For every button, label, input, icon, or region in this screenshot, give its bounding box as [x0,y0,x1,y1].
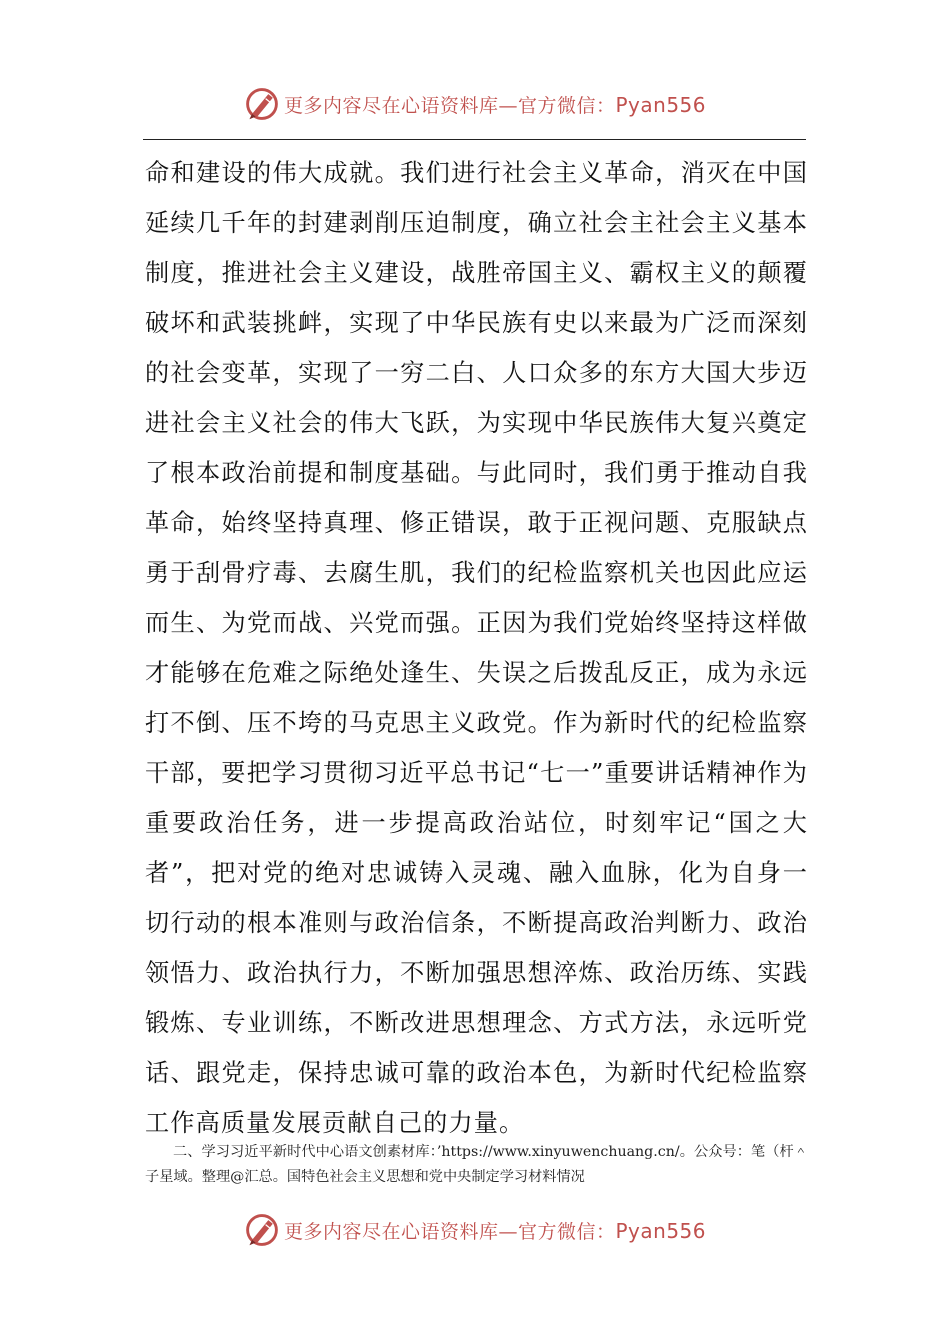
footer-separator: — [498,1220,518,1243]
footer-wechat-id: Pyan556 [615,1218,707,1243]
header-wechat-label: 官方微信： [517,94,616,117]
footer-wechat-label: 官方微信： [517,1220,616,1243]
footer-banner-text [284,1217,706,1244]
pen-logo-icon [244,1212,280,1248]
body-paragraph: 命和建设的伟大成就。我们进行社会主义革命，消灭在中国延续几千年的封建剥削压迫制度，确立社会主社会主义基本制度，推进社会主义建设，战胜帝国主义、霸权主义的颠覆破坏和武装挑衅，实现了中华民族有史以来最为广泛而深刻的社会变革，实现了一穷二白、人口众多的东方大国大步迈进社会主义社会的伟大飞跃，为实现中华民族伟大复兴奠定了根本政治前提和制度基础。与此同时，我们勇于推动自我革命，始终坚持真理、修正错误，敢于正视问题、克服缺点勇于刮骨疗毒、去腐生肌，我们的纪检监察机关也因此应运而生、为党而战、兴党而强。正因为我们党始终坚持这样做才能够在危难之际绝处逢生、失误之后拨乱反正，成为永远打不倒、压不垮的马克思主义政党。作为新时代的纪检监察干部，要把学习贯彻习近平总书记“七一”重要讲话精神作为重要政治任务，进一步提高政治站位，时刻牢记“国之大者”，把对党的绝对忠诚铸入灵魂、融入血脉，化为自身一切行动的根本准则与政治信条，不断提高政治判断力、政治领悟力、政治执行力，不断加强思想淬炼、政治历练、实践锻炼、专业训练，不断改进思想理念、方式方法，永远听党话、跟党走，保持忠诚可靠的政治本色，为新时代纪检监察工作高质量发展贡献自己的力量。 [145,159,808,1137]
footer-banner [0,1208,950,1252]
pen-logo-icon [244,86,280,122]
header-banner-text [284,91,706,118]
header-divider [143,139,806,140]
footnote: 二、学习习近平新时代中心语文创素材库：’https://www.xinyuwenchuang.cn/。公众号：笔（杆＾子星域。整理@汇总。国特色社会主义思想和党中央制定学习材料情况 [145,1144,808,1185]
header-separator: — [498,94,518,117]
footer-site-name: 更多内容尽在心语资料库 [283,1220,499,1243]
header-banner [0,82,950,126]
header-site-name: 更多内容尽在心语资料库 [283,94,499,117]
header-wechat-id: Pyan556 [615,92,707,117]
